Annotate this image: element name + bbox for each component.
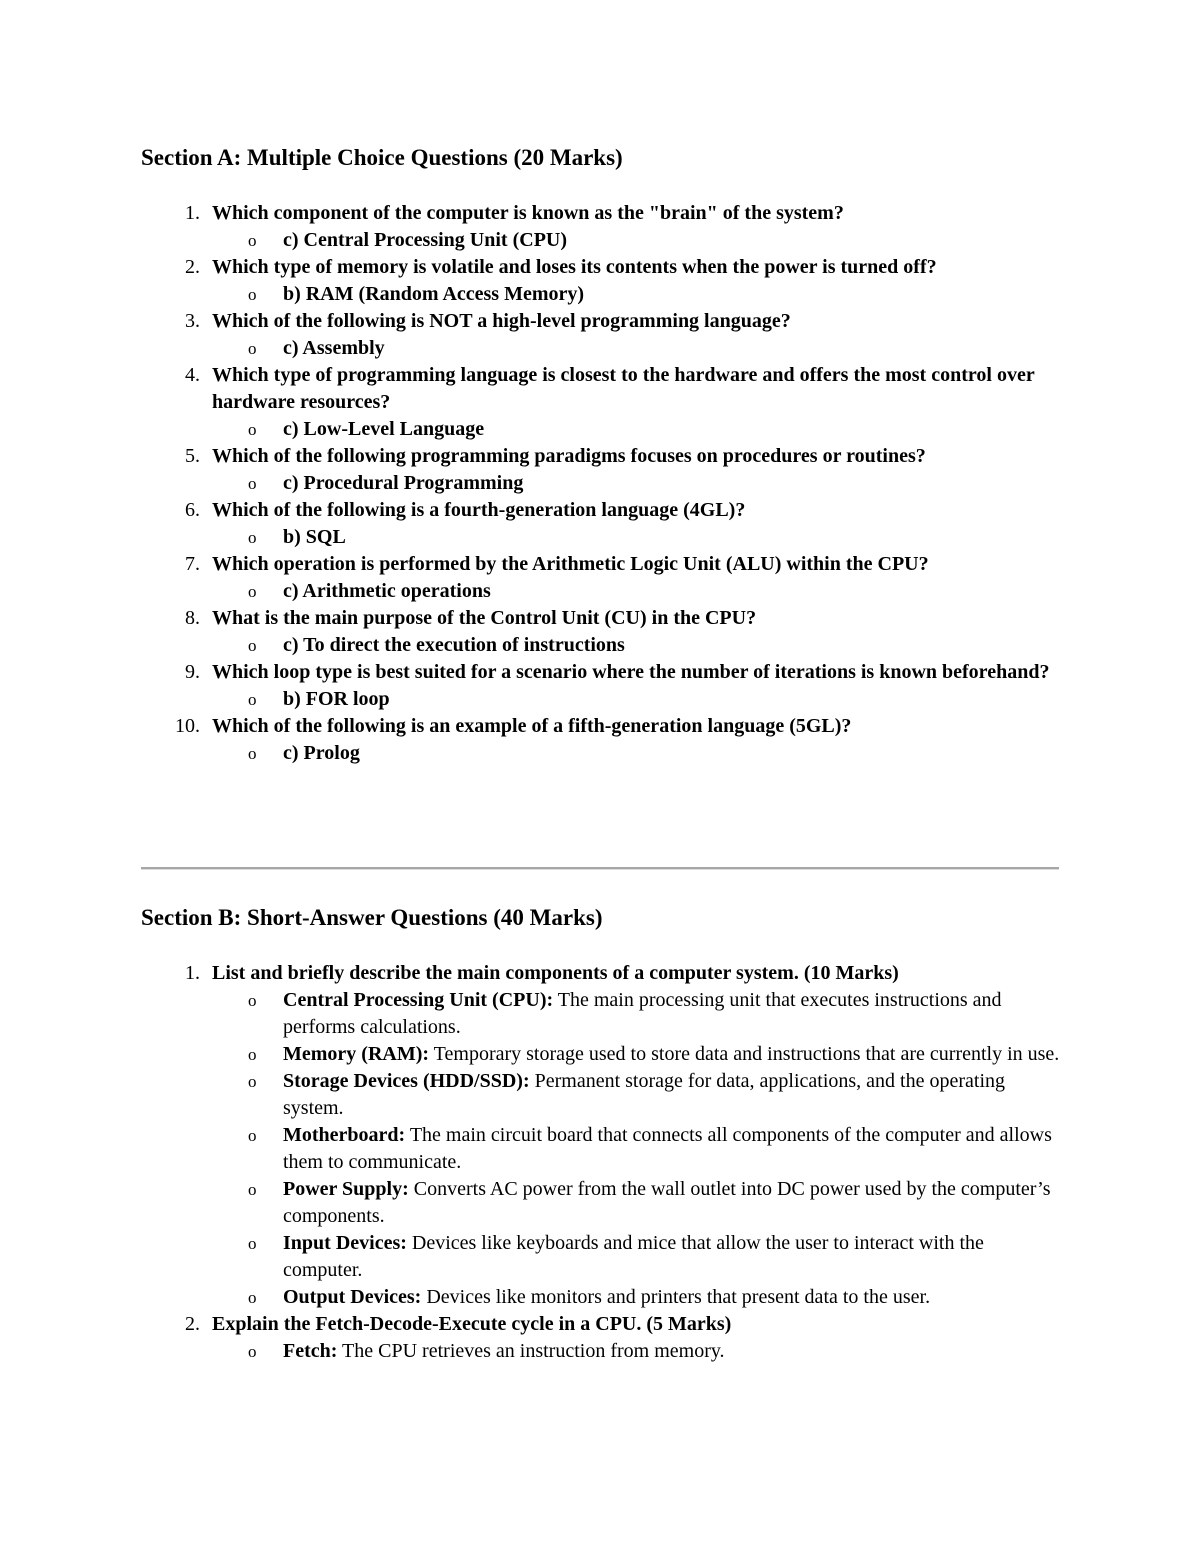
- question-item: [0, 362, 1200, 443]
- answer-text: c) Low-Level Language: [283, 418, 485, 440]
- point-item: [212, 1176, 1065, 1230]
- point-term: Fetch:: [283, 1340, 338, 1362]
- question-text: Which component of the computer is known as the "brain" of the system?: [212, 202, 844, 224]
- point-term: Output Devices:: [283, 1286, 422, 1308]
- answer-item: [212, 578, 1065, 605]
- answer-list: [212, 335, 1065, 362]
- question-item: [0, 254, 1200, 308]
- bullet-icon: o: [248, 1072, 257, 1091]
- question-text: Which of the following is NOT a high-level programming language?: [212, 310, 791, 332]
- bullet-icon: o: [248, 1288, 257, 1307]
- question-number: 1.: [185, 962, 200, 984]
- bullet-icon: o: [248, 1234, 257, 1253]
- question-item: [0, 497, 1200, 551]
- question-number: 6.: [185, 499, 200, 521]
- answer-text: b) SQL: [283, 526, 346, 548]
- question-item: [0, 200, 1200, 254]
- bullet-icon: o: [248, 528, 257, 547]
- question-item: [0, 443, 1200, 497]
- point-term: Central Processing Unit (CPU):: [283, 989, 554, 1011]
- question-number: 10.: [175, 715, 200, 737]
- section-a-question-list: [0, 200, 1200, 767]
- point-item: [212, 1338, 1065, 1365]
- point-description: The main processing unit that executes instructions and performs calculations.: [283, 989, 1002, 1038]
- point-term: Motherboard:: [283, 1124, 406, 1146]
- answer-item: [212, 227, 1065, 254]
- answer-text: c) Procedural Programming: [283, 472, 524, 494]
- question-text: Which type of memory is volatile and loses its contents when the power is turned off?: [212, 256, 937, 278]
- question-text: Which operation is performed by the Arithmetic Logic Unit (ALU) within the CPU?: [212, 553, 929, 575]
- point-description: Converts AC power from the wall outlet into DC power used by the computer’s components.: [283, 1178, 1051, 1227]
- bullet-icon: o: [248, 636, 257, 655]
- question-item: [0, 659, 1200, 713]
- answer-item: [212, 632, 1065, 659]
- bullet-icon: o: [248, 1180, 257, 1199]
- bullet-icon: o: [248, 744, 257, 763]
- answer-list: [212, 740, 1065, 767]
- answer-text: c) To direct the execution of instructions: [283, 634, 625, 656]
- answer-list: [212, 524, 1065, 551]
- answer-list: [212, 632, 1065, 659]
- question-item: [0, 960, 1200, 1311]
- point-term: Memory (RAM):: [283, 1043, 430, 1065]
- question-number: 2.: [185, 1313, 200, 1335]
- question-text: Which of the following programming paradigms focuses on procedures or routines?: [212, 445, 926, 467]
- answer-list: [212, 470, 1065, 497]
- answer-item: [212, 470, 1065, 497]
- bullet-icon: o: [248, 991, 257, 1010]
- answer-item: [212, 524, 1065, 551]
- section-a-heading: Section A: Multiple Choice Questions (20 Marks): [141, 145, 623, 170]
- answer-item: [212, 740, 1065, 767]
- answer-item: [212, 281, 1065, 308]
- bullet-icon: o: [248, 582, 257, 601]
- answer-list: [212, 281, 1065, 308]
- question-text: List and briefly describe the main components of a computer system. (10 Marks): [212, 962, 899, 984]
- question-number: 7.: [185, 553, 200, 575]
- bullet-icon: o: [248, 231, 257, 250]
- bullet-icon: o: [248, 339, 257, 358]
- question-item: [0, 551, 1200, 605]
- bullet-icon: o: [248, 1045, 257, 1064]
- bullet-icon: o: [248, 1126, 257, 1145]
- point-list: [212, 987, 1065, 1311]
- answer-text: c) Central Processing Unit (CPU): [283, 229, 568, 251]
- bullet-icon: o: [248, 420, 257, 439]
- bullet-icon: o: [248, 690, 257, 709]
- point-term: Input Devices:: [283, 1232, 407, 1254]
- section-divider: [141, 867, 1059, 870]
- question-number: 5.: [185, 445, 200, 467]
- point-item: [212, 1284, 1065, 1311]
- answer-item: [212, 686, 1065, 713]
- question-text: What is the main purpose of the Control Unit (CU) in the CPU?: [212, 607, 757, 629]
- question-text: Which of the following is an example of a fifth-generation language (5GL)?: [212, 715, 852, 737]
- question-number: 2.: [185, 256, 200, 278]
- question-number: 4.: [185, 364, 200, 386]
- point-description: Temporary storage used to store data and instructions that are currently in use.: [429, 1043, 1060, 1065]
- answer-text: b) RAM (Random Access Memory): [283, 283, 585, 305]
- answer-list: [212, 227, 1065, 254]
- point-term: Storage Devices (HDD/SSD):: [283, 1070, 530, 1092]
- question-number: 1.: [185, 202, 200, 224]
- point-item: [212, 1122, 1065, 1176]
- question-text: Which of the following is a fourth-generation language (4GL)?: [212, 499, 746, 521]
- question-text: Explain the Fetch-Decode-Execute cycle in a CPU. (5 Marks): [212, 1313, 732, 1335]
- point-description: The CPU retrieves an instruction from memory.: [337, 1340, 725, 1362]
- point-item: [212, 1041, 1065, 1068]
- question-item: [0, 713, 1200, 767]
- answer-text: c) Assembly: [283, 337, 385, 359]
- question-text: Which type of programming language is closest to the hardware and offers the most control over hardware resources?: [212, 364, 1035, 413]
- answer-text: b) FOR loop: [283, 688, 390, 710]
- point-description: Permanent storage for data, applications, and the operating system.: [283, 1070, 1006, 1119]
- question-item: [0, 1311, 1200, 1365]
- bullet-icon: o: [248, 285, 257, 304]
- point-item: [212, 1230, 1065, 1284]
- point-description: Devices like monitors and printers that present data to the user.: [421, 1286, 931, 1308]
- answer-item: [212, 416, 1065, 443]
- answer-text: c) Prolog: [283, 742, 360, 764]
- bullet-icon: o: [248, 474, 257, 493]
- point-description: Devices like keyboards and mice that allow the user to interact with the computer.: [283, 1232, 984, 1281]
- question-item: [0, 308, 1200, 362]
- question-number: 3.: [185, 310, 200, 332]
- question-item: [0, 605, 1200, 659]
- point-list: [212, 1338, 1065, 1365]
- answer-text: c) Arithmetic operations: [283, 580, 491, 602]
- section-b-heading: Section B: Short-Answer Questions (40 Marks): [141, 905, 603, 930]
- question-number: 9.: [185, 661, 200, 683]
- question-number: 8.: [185, 607, 200, 629]
- bullet-icon: o: [248, 1342, 257, 1361]
- answer-list: [212, 686, 1065, 713]
- answer-item: [212, 335, 1065, 362]
- question-text: Which loop type is best suited for a scenario where the number of iterations is known beforehand?: [212, 661, 1050, 683]
- point-term: Power Supply:: [283, 1178, 409, 1200]
- section-b-question-list: [0, 960, 1200, 1365]
- point-item: [212, 987, 1065, 1041]
- answer-list: [212, 416, 1065, 443]
- answer-list: [212, 578, 1065, 605]
- point-description: The main circuit board that connects all components of the computer and allows them to communicate.: [283, 1124, 1052, 1173]
- point-item: [212, 1068, 1065, 1122]
